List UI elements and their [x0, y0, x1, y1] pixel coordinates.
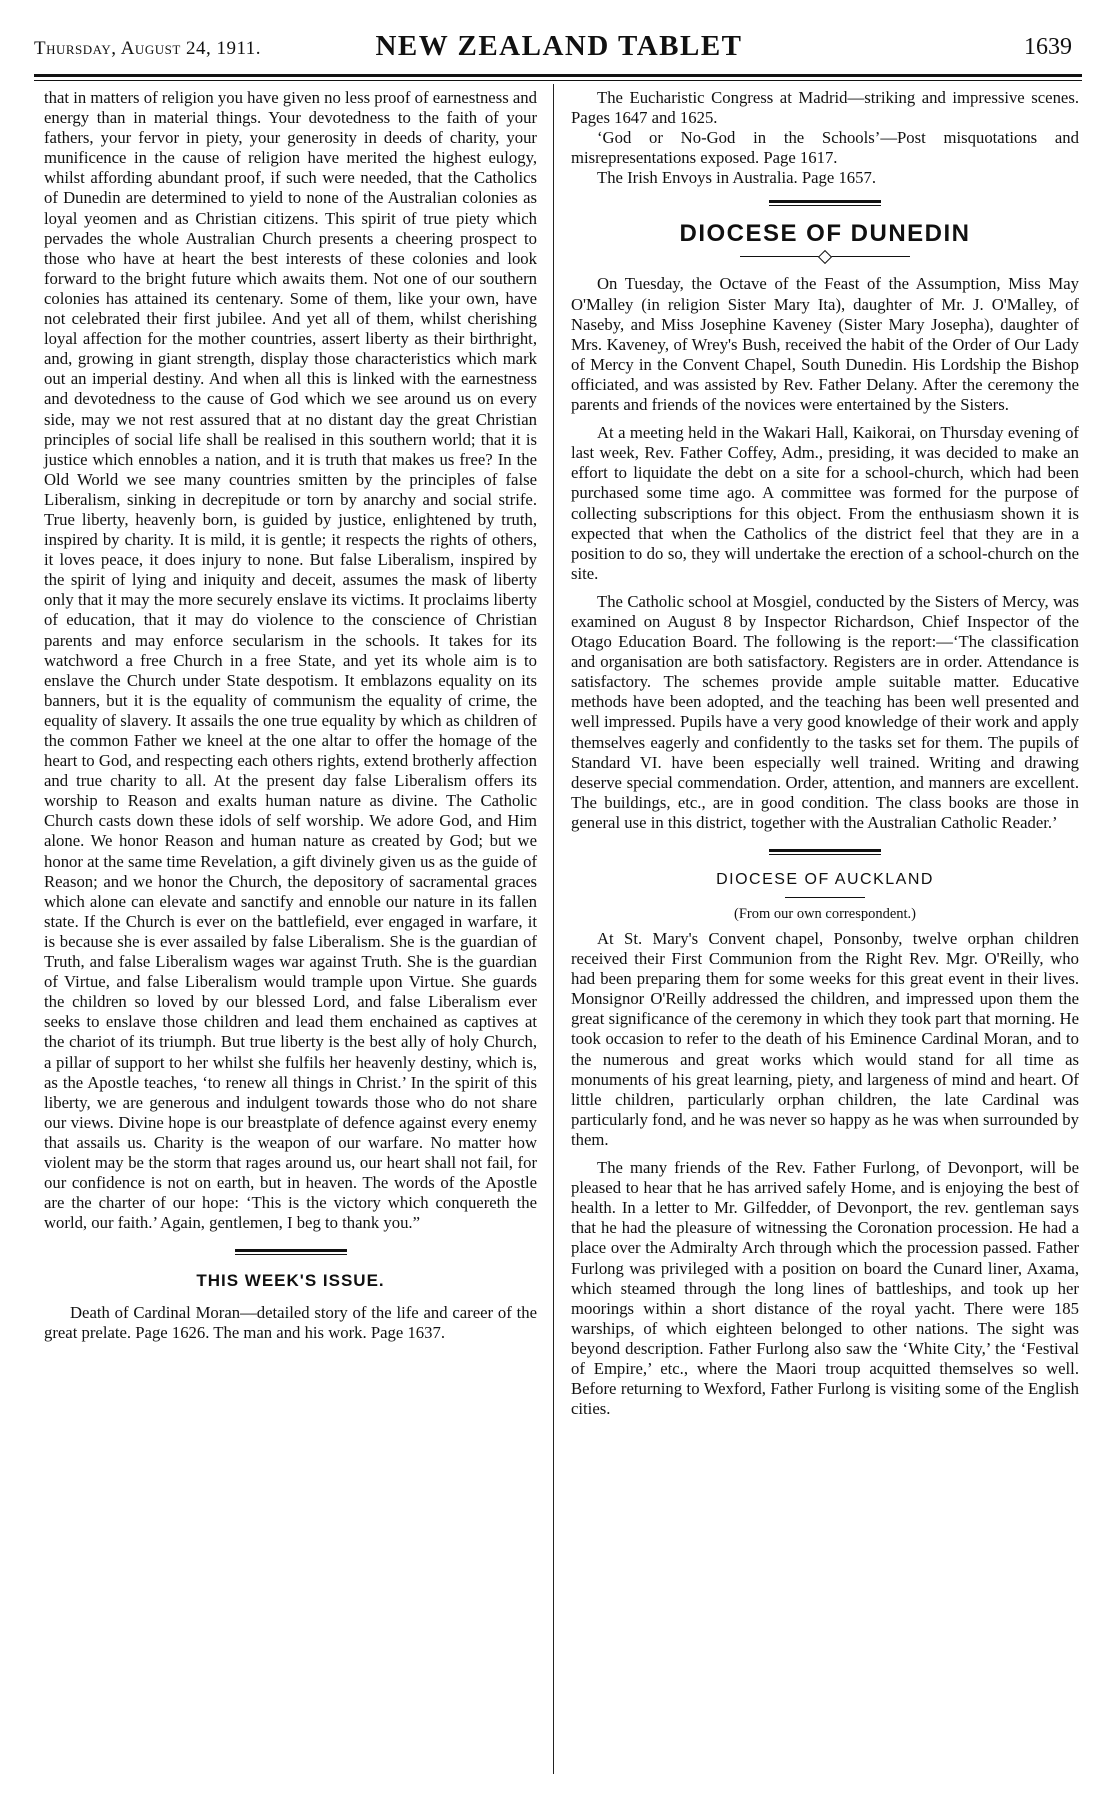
auckland-paragraph: The many friends of the Rev. Father Furlong, of Devonport, will be pleased to hear that he has arrived safely Home, and is enjoying the best of health. In a letter to Mr. Gilfedder, of Devonport, the rev. gentleman says that he had the pleasure of witnessing the Coronation procession. He had a place over the Admiralty Arch through which the procession passed. Father Furlong was privileged with a position on board the Cunard liner, Axama, which steamed through the long lines of battleships, and took up her moorings within a short distance of the royal yacht. There were 185 warships, of which eighteen belonged to other nations. The sight was beyond description. Father Furlong also saw the ‘White City,’ the ‘Festival of Empire,’ etc., where the Maori troup acquitted themselves so well. Before returning to Wexford, Father Furlong is visiting some of the English cities. — [571, 1158, 1079, 1419]
this-week-heading: THIS WEEK'S ISSUE. — [196, 1271, 385, 1291]
left-column — [44, 88, 537, 1344]
auckland-paragraph: At St. Mary's Convent chapel, Ponsonby, twelve orphan children received their First Communion from the Right Rev. Mgr. O'Reilly, who had been preparing them for some weeks for this great event in their lives. Monsignor O'Reilly addressed the children, and impressed upon them the great significance of the ceremony in which they took part that morning. He took occasion to refer to the death of his Eminence Cardinal Moran, and to the numerous and great works which would stand for all time as monuments of his great learning, piety, and largeness of mind and heart. Of little children, particularly orphan children, the late Cardinal was particularly fond, and he was never so happy as he was when surrounded by them. — [571, 929, 1079, 1149]
dunedin-heading: DIOCESE OF DUNEDIN — [679, 220, 971, 248]
dunedin-paragraph: At a meeting held in the Wakari Hall, Kaikorai, on Thursday evening of last week, Rev. Father Coffey, Adm., presiding, it was decided to make an effort to liquidate the debt on a site for a school-church, which had been purchased some time ago. A committee was formed for the purpose of collecting subscriptions for this object. From the enthusiasm shown it is expected that when the Catholics of the district feel that they are in a position to do so, they will undertake the erection of a school-church on the site. — [571, 423, 1079, 583]
ornament-rule — [740, 252, 910, 262]
issue-date: Thursday, August 24, 1911. — [34, 38, 262, 59]
masthead-rule — [34, 74, 1082, 81]
column-divider — [553, 84, 554, 1774]
this-week-text: Death of Cardinal Moran—detailed story of the life and career of the great prelate. Page 1626. The man and his work. Page 1637. — [44, 1303, 537, 1343]
issue-item: ‘God or No-God in the Schools’—Post misquotations and misrepresentations exposed. Page 1617. — [571, 128, 1079, 168]
auckland-byline: (From our own correspondent.) — [733, 906, 916, 922]
publication-title: NEW ZEALAND TABLET — [375, 30, 743, 62]
right-column — [571, 88, 1079, 1419]
issue-item: The Irish Envoys in Australia. Page 1657. — [597, 168, 877, 188]
dunedin-paragraph: On Tuesday, the Octave of the Feast of the Assumption, Miss May O'Malley (in religion Sister Mary Ita), daughter of Mr. J. O'Malley, of Naseby, and Miss Josephine Kaveney (Sister Mary Josepha), daughter of Mrs. Kaveney, of Wrey's Bush, received the habit of the Order of Our Lady of Mercy in the Convent Chapel, South Dunedin. His Lordship the Bishop officiated, and was assisted by Rev. Father Delany. After the ceremony the parents and friends of the novices were entertained by the Sisters. — [571, 274, 1079, 415]
masthead — [34, 30, 1084, 70]
page-number: 1639 — [1024, 34, 1072, 60]
dunedin-paragraph: The Catholic school at Mosgiel, conducted by the Sisters of Mercy, was examined on August 8 by Inspector Richardson, Chief Inspector of the Otago Education Board. The following is the report:—‘The classification and organisation are both satisfactory. Registers are in order. Attendance is satisfactory. The schemes provide ample suitable matter. Educative methods have been adopted, and the teaching has been well presented and well impressed. Pupils have a very good knowledge of their work and apply themselves eagerly and confidently to the tasks set for them. The pupils of Standard VI. have been especially well trained. Writing and drawing deserve special commendation. Order, attention, and manners are excellent. The buildings, etc., are in good condition. The class books are those in general use in this district, together with the Australian Catholic Reader.’ — [571, 591, 1079, 832]
issue-item: The Eucharistic Congress at Madrid—striking and impressive scenes. Pages 1647 and 1625. — [571, 88, 1079, 128]
auckland-heading: DIOCESE OF AUCKLAND — [716, 871, 934, 888]
address-paragraph: that in matters of religion you have given no less proof of earnestness and energy than in material things. Your devotedness to the faith of your fathers, your fervor in piety, your generosity in deeds of charity, your munificence in the cause of religion have merited the highest eulogy, whilst affording abundant proof, if such were needed, that the Catholics of Dunedin are determined to yield to none of the Australian colonies as loyal yeomen and as Christian citizens. This spirit of true piety which pervades the whole Australian Church presents a cheering prospect to those who have at heart the best interests of these colonies and look forward to the bright future which awaits them. Not one of our southern colonies has attained its centenary. Some of them, like your own, have not celebrated their first jubilee. And yet all of them, whilst cherishing loyal affection for the mother countries, assert liberty as their birthright, and, growing in giant strength, display those characteristics which mark out an imperial destiny. And when all this is linked with the earnestness and devotedness to the cause of God which we see around us on every side, may we not rest assured that at no distant day the great Christian principles of social life shall be realised in this southern world; that it is justice which ennobles a nation, and it is truth that makes us free? In the Old World we see many countries smitten by the principles of false Liberalism, sinking in decrepitude or torn by anarchy and social strife. True liberty, heavenly born, is guided by justice, enlightened by truth, inspired by charity. It is mild, it is gentle; it respects the rights of others, it loves peace, it does injury to none. But false Liberalism, inspired by the spirit of lying and iniquity and deceit, assumes the mask of liberty only that it may the more securely enslave its victims. It proclaims liberty of education, that it may do violence to the conscience of Christian parents and may enforce secularism in the schools. It takes for its watchword a free Church in a free State, and yet its whole aim is to enslave the Church under State despotism. It emblazons equality on its banners, but it is the equality of communism the equality of crime, the equality of slavery. It assails the one true equality by which as children of the common Father we kneel at the one altar to offer the homage of the heart to God, and respecting each others rights, extend brotherly affection and true charity to all. At the present day false Liberalism offers its worship to Reason and exalts human nature as divine. The Catholic Church casts down these idols of self worship. We adore God, and Him alone. We honor Reason and human nature as created by God; but we honor at the same time Revelation, a gift divinely given us as the guide of Reason; and we honor the Church, the depository of sacramental graces which alone can elevate and sanctify and ennoble our nature in its fallen state. If the Church is ever on the battlefield, ever engaged in warfare, it is because she is ever assailed by false Liberalism. She is the guardian of Truth, and false Liberalism wages war against Truth. She is the guardian of Virtue, and false Liberalism would trample upon Virtue. She guards the children so loved by our blessed Lord, and false Liberalism ever seeks to enslave those children and lead them enchained as captives at the chariot of its triumph. But true liberty is the best ally of holy Church, a pillar of support to her whilst she fulfils her heavenly destiny, which is, as the Apostle teaches, ‘to renew all things in Christ.’ In the spirit of this liberty, we are generous and indulgent towards those who do not share our views. Divine hope is our breastplate of defence against every enemy that assails us. Charity is the weapon of our warfare. No matter how violent may be the storm that rages around us, our heart shall not fail, for our confidence is not on earth, but in heaven. The words of the Apostle are the charter of our hope: ‘This is the victory which conquereth the world, our faith.’ Again, gentlemen, I beg to thank you.” — [44, 88, 537, 1233]
